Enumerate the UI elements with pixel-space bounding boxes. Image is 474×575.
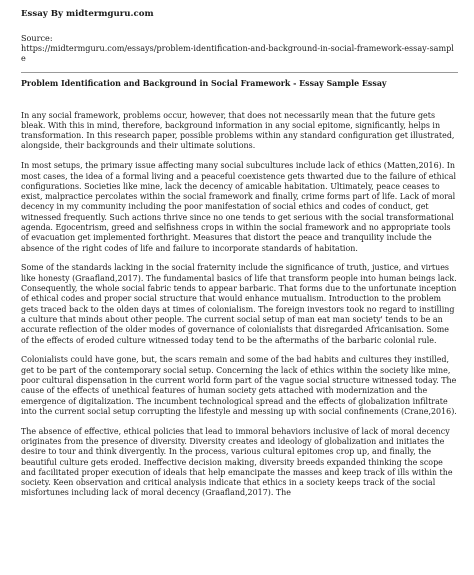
site-brand: Essay By midtermguru.com [21, 9, 154, 19]
essay-paragraph: Some of the standards lacking in the social fraternity include the significance of truth, justice, and virtues like honesty (Graafland,2017). The fundamental basics of life that transform people into human beings lack. Consequently, the whole social fabric tends to appear barbaric. That forms due to the unfortunate inception of ethical codes and proper social structure that would enhance mutualism. Introduction to the problem gets traced back to the olden days at times of colonialism. The foreign investors took no regard to instilling a culture that minds about other people. The current social setup of man eat man society' tends to be an accurate reflection of the older modes of governance of colonialists that disregarded Africanisation. Some of the effects of eroded culture witnessed today tend to be the aftermaths of the barbaric colonial rule. [21, 263, 457, 345]
divider [21, 72, 458, 73]
essay-body [21, 111, 458, 499]
source-url[interactable]: https://midtermguru.com/essays/problem-identification-and-background-in-social-framework-essay-sample [21, 43, 454, 64]
essay-paragraph: Colonialists could have gone, but, the scars remain and some of the bad habits and cultures they instilled, get to be part of the contemporary social setup. Concerning the lack of ethics within the society like mine, poor cultural dispensation in the current world form part of the vague social structure witnessed today. The cause of the effects of unethical features of human society gets attached with modernization and the emergence of digitalization. The incumbent technological spread and the effects of globalization infiltrate into the current social setup corrupting the lifestyle and messing up with social confinements (Crane,2016). [21, 355, 457, 416]
essay-paragraph: The absence of effective, ethical policies that lead to immoral behaviors inclusive of lack of moral decency originates from the presence of diversity. Diversity creates and ideology of globalization and initiates the desire to tour and think divergently. In the process, various cultural epitomes crop up, and finally, the beautiful culture gets eroded. Ineffective decision making, diversity breeds expanded thinking the scope and facilitated proper execution of ideals that help emancipate the masses and keep track of ills within the society. Keen observation and critical analysis indicate that ethics in a society keeps track of the social misfortunes including lack of moral decency (Graafland,2017). The [21, 426, 453, 498]
essay-paragraph: In most setups, the primary issue affecting many social subcultures include lack of ethics (Matten,2016). In most cases, the idea of a formal living and a peaceful coexistence gets thwarted due to the failure of ethical configurations. Societies like mine, lack the decency of amicable habitation. Ultimately, peace ceases to exist, malpractice percolates within the social framework and finally, crime forms part of life. Lack of moral decency in my community including the poor manifestation of social ethics and codes of conduct, get witnessed frequently. Such actions thrive since no one tends to get serious with the social transformational agenda. Egocentrism, greed and selfishness crops in within the social framework and no appropriate tools of evacuation get implemented forthright. Measures that distort the peace and tranquility include the absence of the right codes of life and failure to incorporate standards of habitation. [21, 161, 457, 253]
essay-title: Problem Identification and Background in Social Framework - Essay Sample Essay [21, 78, 387, 88]
source-label: Source: [21, 33, 53, 43]
essay-paragraph: In any social framework, problems occur, however, that does not necessarily mean that the future gets bleak. With this in mind, therefore, background information in any social epitome, significantly, helps in transformation. In this research paper, possible problems within any standard configuration get illustrated, alongside, their backgrounds and their ultimate solutions. [21, 110, 455, 151]
